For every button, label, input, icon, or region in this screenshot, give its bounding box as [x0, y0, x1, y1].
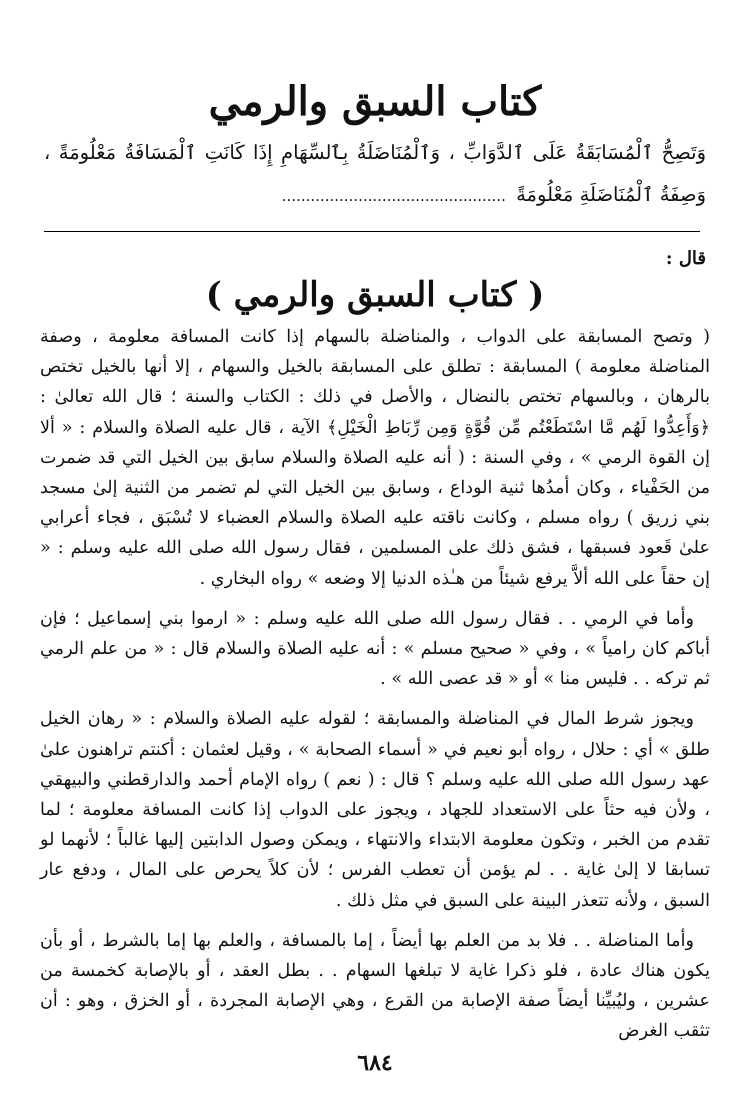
commentary: [40, 322, 710, 1057]
commentary-paragraph: ( وتصح المسابقة على الدواب ، والمناضلة بالسهام إذا كانت المسافة معلومة ، وصفة المناضلة معلومة ) المسابقة : تطلق على المسابقة بالخيل والسهام ، إلا أنها بالخيل تختص بالرهان ، وبالسهام تختص بالنضال ، والأصل في ذلك : الكتاب والسنة ؛ قال الله تعالىٰ : ﴿وَأَعِدُّوا لَهُم مَّا اسْتَطَعْتُم مِّن قُوَّةٍ وَمِن رِّبَاطِ الْخَيْلِ﴾ الآية ، قال عليه الصلاة والسلام : « ألا إن القوة الرمي » ، وفي السنة : ( أنه عليه الصلاة والسلام سابق بين الخيل التي قد ضمرت من الحَفْياء ، وكان أمدُها ثنية الوداع ، وسابق بين الخيل التي لم تضمر من الثنية إلىٰ مسجد بني زريق ) رواه مسلم ، وكانت ناقته عليه الصلاة والسلام العضباء لا تُسْبَق ، فجاء أعرابي علىٰ قَعود فسبقها ، فشق ذلك على المسلمين ، فقال رسول الله صلى الله عليه وسلم : « إن حقاً على الله ألاَّ يرفع شيئاً من هـٰذه الدنيا إلا وضعه » رواه البخاري .: [40, 327, 710, 589]
page-number: ٦٨٤: [357, 1050, 393, 1076]
qala-label: قال :: [665, 248, 706, 269]
section-title: ( كتاب السبق والرمي ): [205, 275, 545, 315]
matn-dots: ...............................................: [281, 187, 506, 205]
matn-text: [44, 132, 706, 217]
commentary-paragraph: وأما المناضلة . . فلا بد من العلم بها أيضاً ، إما بالمسافة ، والعلم بها إما بالشرط ، أو بأن يكون هناك عادة ، فلو ذكرا غاية لا تبلغها السهام . . بطل العقد ، أو بالإصابة كخمسة من عشرين ، وليُبيِّنا أيضاً صفة الإصابة من القرع ، وهي الإصابة المجردة ، أو الخزق ، وهو : أن تثقب الغرض: [40, 930, 710, 1042]
commentary-paragraph: ويجوز شرط المال في المناضلة والمسابقة ؛ لقوله عليه الصلاة والسلام : « رهان الخيل طلق » أي : حلال ، رواه أبو نعيم في « أسماء الصحابة » ، وقيل لعثمان : أكنتم تراهنون علىٰ عهد رسول الله صلى الله عليه وسلم ؟ قال : ( نعم ) رواه الإمام أحمد والدارقطني والبيهقي ، ولأن فيه حثاً على الاستعداد للجهاد ، ويجوز على الدواب إذا كانت المسافة معلومة ؛ لما تقدم من الخبر ، وتكون معلومة الابتداء والانتهاء ، ويمكن وصول الدابتين إليها غالباً ؛ لأنهما لو تسابقا لا إلىٰ غاية . . لم يؤمن أن تعطب الفرس ؛ لأن كلاً يحرص على المال ، ودفع عار السبق ، ولأنه تتعذر البينة على السبق في مثل ذلك .: [40, 709, 710, 911]
book-title: كتاب السبق والرمي: [208, 78, 542, 125]
separator-rule: [44, 231, 700, 232]
commentary-paragraph: وأما في الرمي . . فقال رسول الله صلى الله عليه وسلم : « ارموا بني إسماعيل ؛ فإن أباكم كان رامياً » ، وفي « صحيح مسلم » : أنه عليه الصلاة والسلام قال : « من علم الرمي ثم تركه . . فليس منا » أو « قد عصى الله » .: [40, 608, 710, 690]
matn-body: وَتَصِحُّ ٱلْمُسَابَقَةُ عَلَى ٱلدَّوَابِّ ، وَٱلْمُنَاضَلَةُ بِٱلسِّهَامِ إِذَا كَانَتِ ٱلْمَسَافَةُ مَعْلُومَةً ، وَصِفَةُ ٱلْمُنَاضَلَةِ مَعْلُومَةً: [44, 141, 706, 206]
